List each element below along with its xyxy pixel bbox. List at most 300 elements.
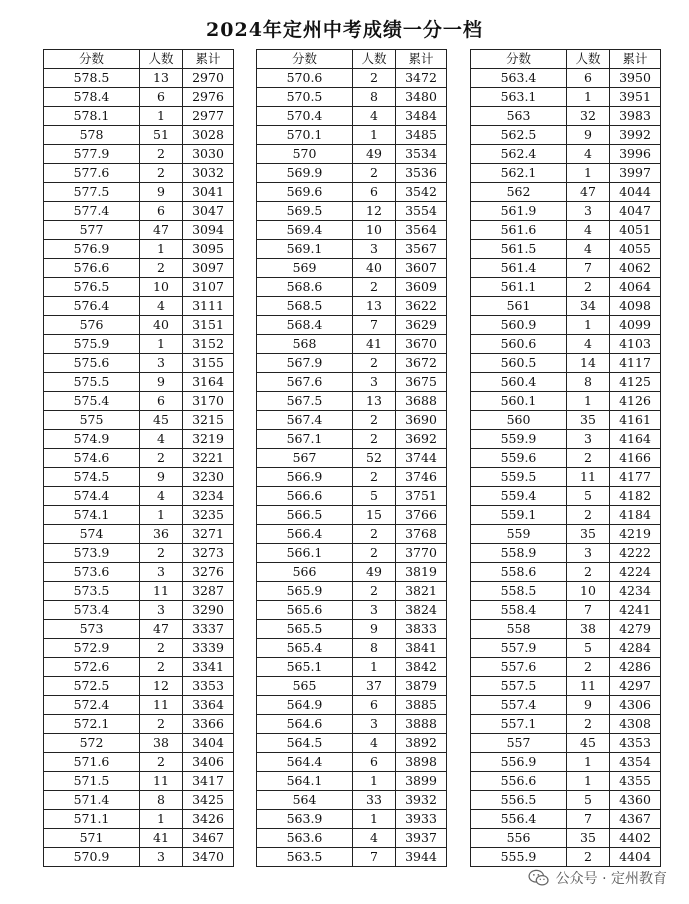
score-cell: 559.5 — [471, 468, 567, 487]
table-row — [471, 259, 661, 278]
score-cell: 578 — [44, 126, 140, 145]
count-cell: 8 — [353, 639, 396, 658]
score-header: 分数 — [471, 50, 567, 69]
score-cell: 572 — [44, 734, 140, 753]
score-cell: 570.5 — [257, 88, 353, 107]
cumulative-cell: 3692 — [396, 430, 447, 449]
table-row — [44, 335, 234, 354]
count-cell: 32 — [567, 107, 610, 126]
cumulative-cell: 3353 — [183, 677, 234, 696]
score-cell: 578.1 — [44, 107, 140, 126]
table-row — [44, 563, 234, 582]
score-cell: 563 — [471, 107, 567, 126]
score-cell: 573.6 — [44, 563, 140, 582]
score-cell: 570.1 — [257, 126, 353, 145]
table-row — [44, 620, 234, 639]
score-cell: 568 — [257, 335, 353, 354]
cumulative-cell: 3111 — [183, 297, 234, 316]
cumulative-cell: 4126 — [610, 392, 661, 411]
count-cell: 2 — [140, 449, 183, 468]
cumulative-header: 累计 — [610, 50, 661, 69]
score-cell: 565.1 — [257, 658, 353, 677]
score-cell: 566.5 — [257, 506, 353, 525]
table-header-row — [44, 50, 234, 69]
table-row — [257, 525, 447, 544]
count-cell: 2 — [140, 164, 183, 183]
table-row — [471, 107, 661, 126]
score-cell: 570.6 — [257, 69, 353, 88]
count-cell: 1 — [567, 164, 610, 183]
table-row — [257, 88, 447, 107]
table-row — [471, 620, 661, 639]
score-cell: 567.6 — [257, 373, 353, 392]
score-cell: 559 — [471, 525, 567, 544]
cumulative-cell: 3425 — [183, 791, 234, 810]
cumulative-cell: 4164 — [610, 430, 661, 449]
table-row — [471, 544, 661, 563]
count-cell: 3 — [140, 601, 183, 620]
score-cell: 577.5 — [44, 183, 140, 202]
count-cell: 4 — [567, 335, 610, 354]
score-cell: 564.9 — [257, 696, 353, 715]
table-row — [471, 563, 661, 582]
score-cell: 576.9 — [44, 240, 140, 259]
count-cell: 4 — [353, 734, 396, 753]
table-row — [471, 354, 661, 373]
cumulative-cell: 4044 — [610, 183, 661, 202]
count-cell: 7 — [353, 316, 396, 335]
score-cell: 568.4 — [257, 316, 353, 335]
score-cell: 561.9 — [471, 202, 567, 221]
table-header-row — [257, 50, 447, 69]
cumulative-cell: 4062 — [610, 259, 661, 278]
score-cell: 569.4 — [257, 221, 353, 240]
score-cell: 571.6 — [44, 753, 140, 772]
count-cell: 14 — [567, 354, 610, 373]
cumulative-cell: 4224 — [610, 563, 661, 582]
score-cell: 577 — [44, 221, 140, 240]
table-row — [471, 582, 661, 601]
cumulative-cell: 3842 — [396, 658, 447, 677]
count-cell: 7 — [353, 848, 396, 867]
score-cell: 560.4 — [471, 373, 567, 392]
cumulative-cell: 3097 — [183, 259, 234, 278]
score-cell: 564.6 — [257, 715, 353, 734]
count-cell: 5 — [567, 639, 610, 658]
table-row — [471, 202, 661, 221]
table-row — [471, 639, 661, 658]
cumulative-cell: 3841 — [396, 639, 447, 658]
cumulative-cell: 3885 — [396, 696, 447, 715]
table-row — [471, 658, 661, 677]
table-row — [44, 848, 234, 867]
count-cell: 47 — [140, 620, 183, 639]
table-row — [257, 715, 447, 734]
count-cell: 9 — [567, 696, 610, 715]
table-row — [44, 430, 234, 449]
count-cell: 8 — [353, 88, 396, 107]
table-row — [471, 810, 661, 829]
count-cell: 1 — [567, 392, 610, 411]
table-header-row — [471, 50, 661, 69]
score-cell: 575.5 — [44, 373, 140, 392]
table-row — [471, 145, 661, 164]
cumulative-cell: 4222 — [610, 544, 661, 563]
count-cell: 38 — [140, 734, 183, 753]
count-cell: 41 — [140, 829, 183, 848]
count-cell: 4 — [140, 430, 183, 449]
cumulative-cell: 4404 — [610, 848, 661, 867]
score-cell: 566 — [257, 563, 353, 582]
count-cell: 6 — [140, 392, 183, 411]
count-cell: 10 — [353, 221, 396, 240]
cumulative-cell: 3271 — [183, 525, 234, 544]
cumulative-cell: 3819 — [396, 563, 447, 582]
score-cell: 576 — [44, 316, 140, 335]
cumulative-cell: 3484 — [396, 107, 447, 126]
cumulative-cell: 4219 — [610, 525, 661, 544]
score-cell: 574.1 — [44, 506, 140, 525]
count-cell: 4 — [567, 240, 610, 259]
count-cell: 5 — [567, 487, 610, 506]
score-cell: 560.5 — [471, 354, 567, 373]
table-row — [44, 715, 234, 734]
score-cell: 560.9 — [471, 316, 567, 335]
score-cell: 571.5 — [44, 772, 140, 791]
table-row — [257, 772, 447, 791]
count-cell: 11 — [140, 772, 183, 791]
cumulative-cell: 3287 — [183, 582, 234, 601]
cumulative-cell: 3472 — [396, 69, 447, 88]
cumulative-cell: 3937 — [396, 829, 447, 848]
cumulative-cell: 3932 — [396, 791, 447, 810]
table-row — [471, 449, 661, 468]
table-row — [44, 240, 234, 259]
score-cell: 574.9 — [44, 430, 140, 449]
cumulative-cell: 3766 — [396, 506, 447, 525]
table-row — [257, 734, 447, 753]
count-cell: 3 — [567, 202, 610, 221]
count-cell: 45 — [567, 734, 610, 753]
table-row — [257, 145, 447, 164]
count-cell: 7 — [567, 259, 610, 278]
score-cell: 575.4 — [44, 392, 140, 411]
table-row — [471, 88, 661, 107]
count-cell: 10 — [567, 582, 610, 601]
table-row — [44, 354, 234, 373]
cumulative-cell: 3234 — [183, 487, 234, 506]
table-row — [471, 164, 661, 183]
table-row — [257, 411, 447, 430]
score-cell: 562.4 — [471, 145, 567, 164]
cumulative-cell: 3290 — [183, 601, 234, 620]
count-cell: 2 — [567, 848, 610, 867]
count-cell: 1 — [353, 772, 396, 791]
table-row — [257, 107, 447, 126]
table-row — [257, 791, 447, 810]
cumulative-cell: 3028 — [183, 126, 234, 145]
cumulative-cell: 3899 — [396, 772, 447, 791]
table-row — [471, 715, 661, 734]
table-row — [257, 316, 447, 335]
cumulative-cell: 4353 — [610, 734, 661, 753]
score-header: 分数 — [257, 50, 353, 69]
cumulative-cell: 3996 — [610, 145, 661, 164]
cumulative-cell: 4098 — [610, 297, 661, 316]
table-row — [44, 639, 234, 658]
count-cell: 1 — [567, 753, 610, 772]
table-row — [257, 829, 447, 848]
score-cell: 559.1 — [471, 506, 567, 525]
table-row — [257, 449, 447, 468]
score-cell: 566.6 — [257, 487, 353, 506]
score-table-2 — [256, 49, 447, 867]
count-cell: 1 — [353, 126, 396, 145]
count-cell: 1 — [353, 658, 396, 677]
count-cell: 3 — [567, 430, 610, 449]
score-cell: 568.5 — [257, 297, 353, 316]
count-cell: 2 — [140, 259, 183, 278]
table-row — [257, 69, 447, 88]
count-cell: 3 — [353, 373, 396, 392]
table-row — [471, 601, 661, 620]
score-cell: 563.9 — [257, 810, 353, 829]
score-cell: 575.6 — [44, 354, 140, 373]
table-row — [44, 506, 234, 525]
score-cell: 557.5 — [471, 677, 567, 696]
cumulative-cell: 3152 — [183, 335, 234, 354]
table-row — [44, 525, 234, 544]
score-cell: 574 — [44, 525, 140, 544]
cumulative-cell: 4367 — [610, 810, 661, 829]
table-row — [257, 696, 447, 715]
cumulative-cell: 3341 — [183, 658, 234, 677]
count-cell: 2 — [140, 658, 183, 677]
score-cell: 557 — [471, 734, 567, 753]
score-cell: 558.5 — [471, 582, 567, 601]
table-row — [44, 373, 234, 392]
cumulative-cell: 3366 — [183, 715, 234, 734]
score-cell: 559.9 — [471, 430, 567, 449]
score-cell: 561 — [471, 297, 567, 316]
table-row — [471, 487, 661, 506]
cumulative-cell: 3095 — [183, 240, 234, 259]
score-cell: 567.4 — [257, 411, 353, 430]
cumulative-cell: 3032 — [183, 164, 234, 183]
cumulative-cell: 3672 — [396, 354, 447, 373]
cumulative-cell: 3041 — [183, 183, 234, 202]
score-cell: 575.9 — [44, 335, 140, 354]
count-cell: 2 — [353, 582, 396, 601]
cumulative-cell: 3670 — [396, 335, 447, 354]
cumulative-cell: 3170 — [183, 392, 234, 411]
count-cell: 9 — [567, 126, 610, 145]
table-row — [471, 772, 661, 791]
table-row — [44, 601, 234, 620]
cumulative-cell: 3273 — [183, 544, 234, 563]
cumulative-cell: 4286 — [610, 658, 661, 677]
count-cell: 2 — [140, 544, 183, 563]
count-cell: 10 — [140, 278, 183, 297]
score-cell: 556 — [471, 829, 567, 848]
count-cell: 2 — [353, 544, 396, 563]
cumulative-cell: 4355 — [610, 772, 661, 791]
score-cell: 559.4 — [471, 487, 567, 506]
table-row — [471, 791, 661, 810]
count-cell: 3 — [353, 715, 396, 734]
count-cell: 3 — [353, 601, 396, 620]
table-row — [44, 183, 234, 202]
count-cell: 6 — [353, 696, 396, 715]
score-cell: 569.9 — [257, 164, 353, 183]
score-cell: 567.1 — [257, 430, 353, 449]
cumulative-cell: 3609 — [396, 278, 447, 297]
table-row — [471, 525, 661, 544]
cumulative-cell: 4241 — [610, 601, 661, 620]
cumulative-cell: 3770 — [396, 544, 447, 563]
count-cell: 6 — [140, 202, 183, 221]
cumulative-cell: 4182 — [610, 487, 661, 506]
score-cell: 577.9 — [44, 145, 140, 164]
count-cell: 2 — [140, 145, 183, 164]
table-row — [44, 88, 234, 107]
count-cell: 9 — [140, 183, 183, 202]
table-row — [257, 658, 447, 677]
cumulative-cell: 3833 — [396, 620, 447, 639]
cumulative-cell: 3536 — [396, 164, 447, 183]
count-cell: 3 — [140, 354, 183, 373]
score-cell: 573 — [44, 620, 140, 639]
count-cell: 5 — [567, 791, 610, 810]
cumulative-cell: 3337 — [183, 620, 234, 639]
score-cell: 574.5 — [44, 468, 140, 487]
count-cell: 47 — [567, 183, 610, 202]
cumulative-cell: 3155 — [183, 354, 234, 373]
table-row — [44, 202, 234, 221]
table-row — [44, 107, 234, 126]
table-row — [257, 354, 447, 373]
cumulative-cell: 3824 — [396, 601, 447, 620]
cumulative-cell: 4284 — [610, 639, 661, 658]
count-cell: 1 — [140, 107, 183, 126]
table-row — [471, 126, 661, 145]
cumulative-cell: 3107 — [183, 278, 234, 297]
score-cell: 576.5 — [44, 278, 140, 297]
table-row — [257, 335, 447, 354]
count-cell: 1 — [567, 772, 610, 791]
table-row — [471, 468, 661, 487]
cumulative-cell: 4402 — [610, 829, 661, 848]
table-row — [44, 449, 234, 468]
score-cell: 574.6 — [44, 449, 140, 468]
cumulative-cell: 3675 — [396, 373, 447, 392]
count-cell: 4 — [353, 107, 396, 126]
cumulative-cell: 3898 — [396, 753, 447, 772]
watermark-text: 公众号 · 定州教育 — [555, 871, 667, 887]
count-cell: 2 — [353, 354, 396, 373]
score-cell: 566.4 — [257, 525, 353, 544]
count-cell: 37 — [353, 677, 396, 696]
score-cell: 557.6 — [471, 658, 567, 677]
count-cell: 2 — [567, 658, 610, 677]
score-cell: 578.5 — [44, 69, 140, 88]
score-cell: 564 — [257, 791, 353, 810]
count-cell: 9 — [353, 620, 396, 639]
cumulative-cell: 3219 — [183, 430, 234, 449]
cumulative-cell: 3364 — [183, 696, 234, 715]
cumulative-cell: 4125 — [610, 373, 661, 392]
table-row — [257, 126, 447, 145]
cumulative-cell: 3417 — [183, 772, 234, 791]
cumulative-cell: 4354 — [610, 753, 661, 772]
count-cell: 12 — [140, 677, 183, 696]
table-row — [257, 753, 447, 772]
table-row — [44, 829, 234, 848]
score-cell: 565.5 — [257, 620, 353, 639]
count-cell: 47 — [140, 221, 183, 240]
count-cell: 11 — [140, 582, 183, 601]
cumulative-cell: 3339 — [183, 639, 234, 658]
count-cell: 3 — [140, 848, 183, 867]
count-cell: 1 — [140, 240, 183, 259]
cumulative-cell: 4047 — [610, 202, 661, 221]
cumulative-cell: 3467 — [183, 829, 234, 848]
count-cell: 11 — [567, 468, 610, 487]
cumulative-cell: 3276 — [183, 563, 234, 582]
count-header: 人数 — [567, 50, 610, 69]
table-row — [471, 335, 661, 354]
count-cell: 6 — [140, 88, 183, 107]
cumulative-cell: 4103 — [610, 335, 661, 354]
count-cell: 36 — [140, 525, 183, 544]
cumulative-cell: 3235 — [183, 506, 234, 525]
count-cell: 9 — [140, 468, 183, 487]
score-cell: 566.1 — [257, 544, 353, 563]
score-cell: 567.9 — [257, 354, 353, 373]
score-cell: 570.4 — [257, 107, 353, 126]
cumulative-cell: 4166 — [610, 449, 661, 468]
cumulative-cell: 3821 — [396, 582, 447, 601]
table-row — [257, 544, 447, 563]
cumulative-cell: 4051 — [610, 221, 661, 240]
cumulative-cell: 3629 — [396, 316, 447, 335]
table-row — [44, 278, 234, 297]
cumulative-cell: 3688 — [396, 392, 447, 411]
count-cell: 6 — [353, 753, 396, 772]
score-cell: 571.4 — [44, 791, 140, 810]
score-cell: 556.9 — [471, 753, 567, 772]
table-row — [44, 810, 234, 829]
cumulative-cell: 3567 — [396, 240, 447, 259]
score-cell: 558.4 — [471, 601, 567, 620]
cumulative-cell: 3221 — [183, 449, 234, 468]
score-cell: 562.1 — [471, 164, 567, 183]
score-cell: 570 — [257, 145, 353, 164]
score-cell: 561.1 — [471, 278, 567, 297]
table-row — [44, 392, 234, 411]
cumulative-cell: 3480 — [396, 88, 447, 107]
score-cell: 567 — [257, 449, 353, 468]
score-cell: 567.5 — [257, 392, 353, 411]
cumulative-cell: 4064 — [610, 278, 661, 297]
score-cell: 571 — [44, 829, 140, 848]
cumulative-cell: 4279 — [610, 620, 661, 639]
score-cell: 560.6 — [471, 335, 567, 354]
score-cell: 564.5 — [257, 734, 353, 753]
score-cell: 577.4 — [44, 202, 140, 221]
table-row — [471, 221, 661, 240]
count-cell: 2 — [567, 449, 610, 468]
